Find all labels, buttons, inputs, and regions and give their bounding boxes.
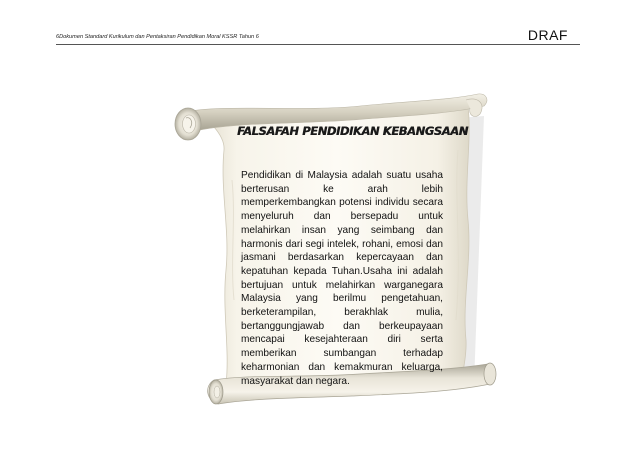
draft-status-label: DRAF <box>527 27 568 43</box>
document-header-title: 6Dokumen Standard Kurikulum dan Pentaksiran Pendidikan Moral KSSR Tahun 6 <box>56 34 259 40</box>
scroll-body-text: Pendidikan di Malaysia adalah suatu usaha berterusan ke arah lebih memperkembangkan potensi individu secara menyeluruh dan bersepadu untuk melahirkan insan yang seimbang dan harmonis dari segi intelek, rohani, emosi dan jasmani berdasarkan kepercayaan dan kepatuhan kepada Tuhan.Usaha ini adalah bertujuan untuk melahirkan warganegara Malaysia yang berilmu pengetahuan, berketerampilan, berakhlak mulia, bertanggungjawab dan berkeupayaan mencapai kesejahteraan diri serta memberikan sumbangan terhadap keharmonian dan kemakmuran keluarga, masyarakat dan negara. <box>241 170 443 387</box>
scroll-title: FALSAFAH PENDIDIKAN KEBANGSAAN <box>237 124 468 138</box>
scroll-bottom-right-end <box>484 363 496 385</box>
